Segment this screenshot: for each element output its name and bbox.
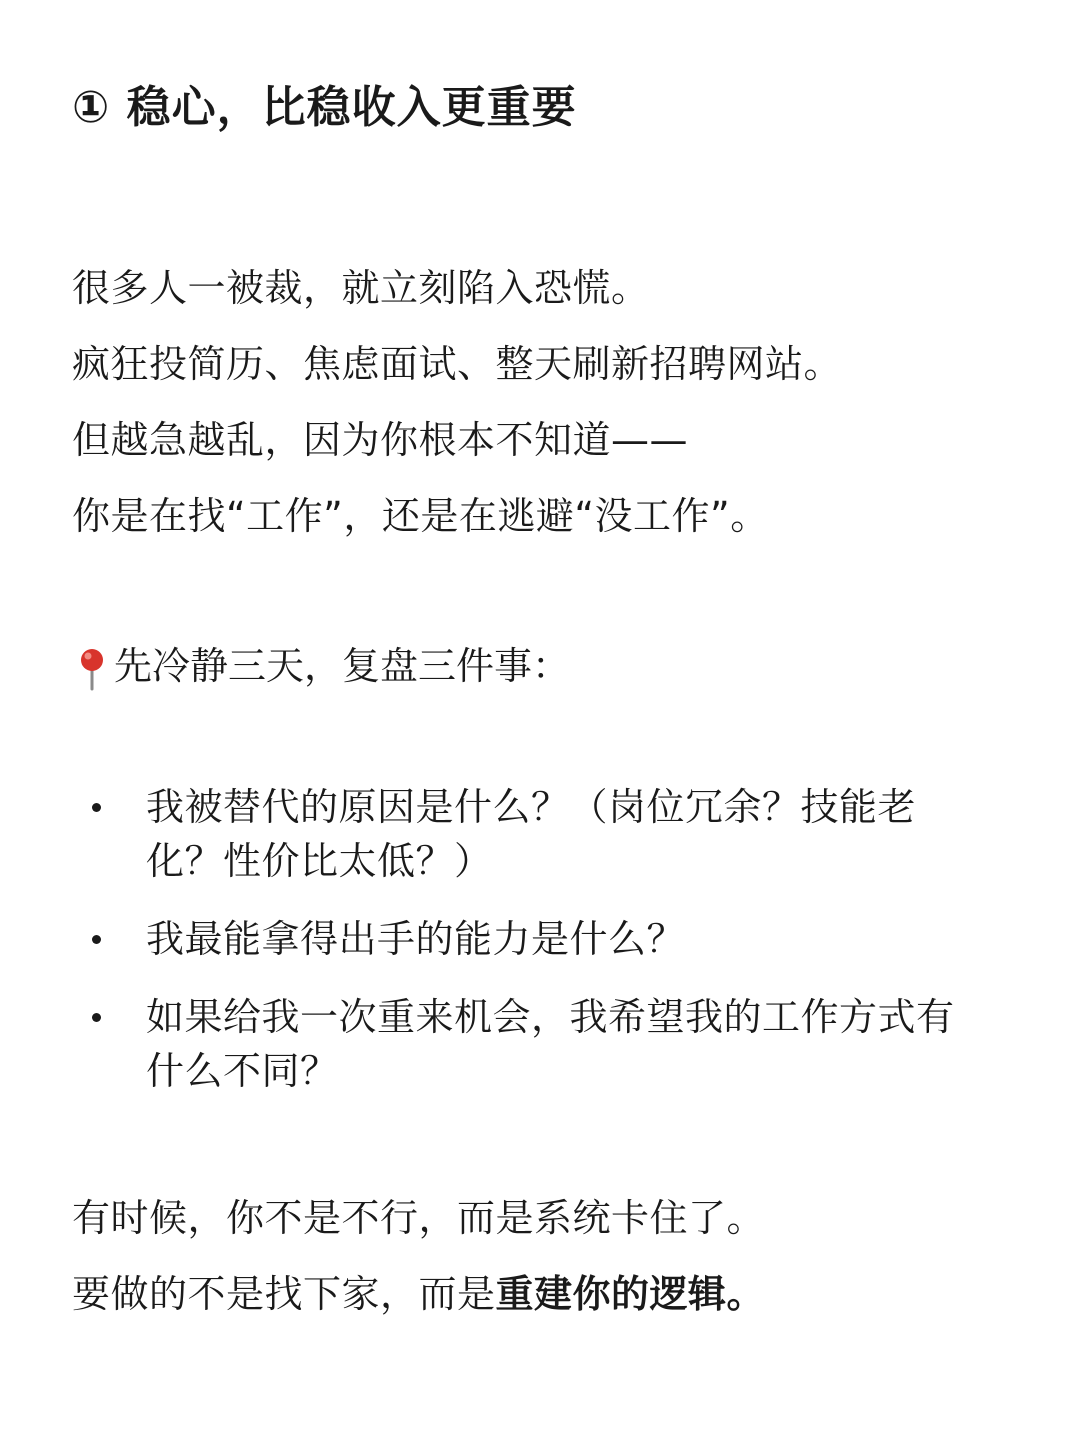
intro-line: 很多人一被裁，就立刻陷入恐慌。 bbox=[72, 266, 650, 310]
intro-line: 你是在找“工作”，还是在逃避“没工作”。 bbox=[72, 494, 769, 538]
closing-line-2 bbox=[72, 1256, 1032, 1332]
list-item-text: 我最能拿得出手的能力是什么？ bbox=[146, 917, 686, 961]
intro-line: 但越急越乱，因为你根本不知道—— bbox=[72, 418, 689, 462]
closing-paragraph bbox=[72, 1180, 1032, 1332]
review-heading-text: 先冷静三天，复盘三件事： bbox=[114, 644, 571, 688]
list-item bbox=[72, 990, 986, 1098]
list-item-text: 如果给我一次重来机会，我希望我的工作方式有什么不同？ bbox=[146, 995, 955, 1093]
intro-paragraph bbox=[72, 250, 1032, 554]
review-heading bbox=[72, 628, 570, 704]
list-item bbox=[72, 780, 986, 888]
list-item bbox=[72, 912, 986, 966]
bullet-dot bbox=[92, 1013, 101, 1022]
closing-line: 有时候，你不是不行，而是系统卡住了。 bbox=[72, 1196, 766, 1240]
list-item-text: 我被替代的原因是什么？（岗位冗余？技能老化？性价比太低？） bbox=[146, 785, 917, 883]
closing-emphasis: 重建你的逻辑。 bbox=[495, 1272, 766, 1316]
intro-line: 疯狂投简历、焦虑面试、整天刷新招聘网站。 bbox=[72, 342, 843, 386]
section-title: ① 稳心，比稳收入更重要 bbox=[72, 82, 577, 133]
review-questions-list bbox=[72, 780, 1032, 1122]
bullet-dot bbox=[92, 935, 101, 944]
round-pushpin-icon bbox=[72, 642, 112, 690]
closing-prefix: 要做的不是找下家，而是 bbox=[72, 1272, 496, 1316]
bullet-dot bbox=[92, 803, 101, 812]
